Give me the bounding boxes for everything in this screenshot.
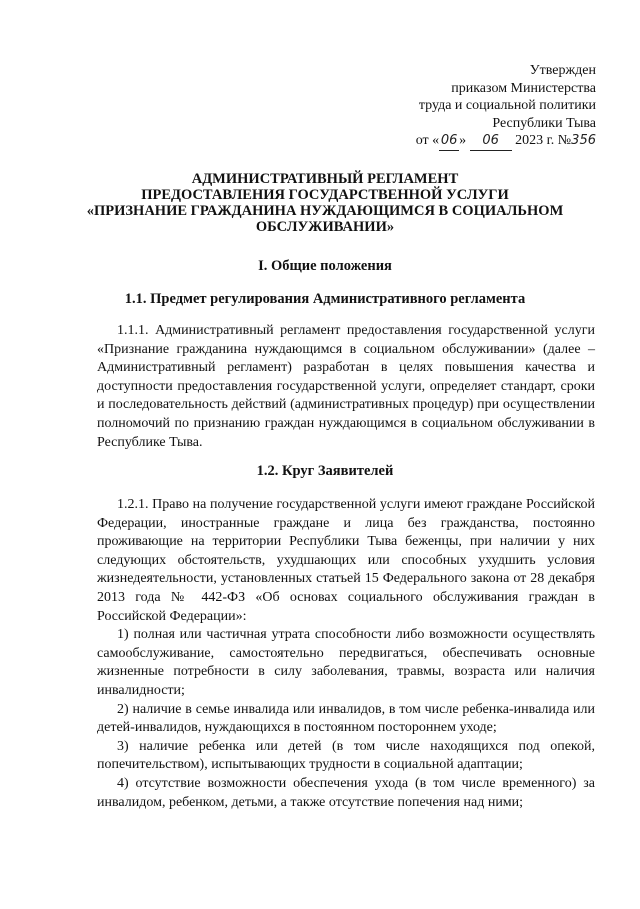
- document-title: [60, 171, 590, 235]
- title-line-2: ПРЕДОСТАВЛЕНИЯ ГОСУДАРСТВЕННОЙ УСЛУГИ: [141, 187, 509, 203]
- list-item-1: 1) полная или частичная утрата способности либо возможности осуществлять самообслуживание, самостоятельно передвигаться, обеспечивать основные жизненные потребности в силу заболевания, травмы, возраста или наличия инвалидности;: [97, 627, 595, 698]
- list-item-4: 4) отсутствие возможности обеспечения ухода (в том числе временного) за инвалидом, ребенком, детьми, а также отсутствие попечения над ними;: [97, 775, 595, 810]
- paragraph-1-2-1-text: 1.2.1. Право на получение государственной услуги имеют граждане Российской Федерации, иностранные граждане и лица без гражданства, постоянно проживающие на территории Республики Тыва беженцы, при наличии у них следующих обстоятельств, ухудшающих или способных ухудшить условия жизнедеятельности, установленных статьей 15 Федерального закона от 28 декабря 2013 года № 442-ФЗ «Об основах социального обслуживания граждан в Российской Федерации»:: [97, 497, 595, 624]
- approval-stamp: [416, 62, 596, 151]
- approval-date-line: [416, 132, 596, 151]
- date-day: 06: [439, 132, 459, 151]
- section-heading: I. Общие положения: [258, 258, 392, 274]
- list-item-2: 2) наличие в семье инвалида или инвалидов, в том числе ребенка-инвалида или детей-инвалидов, нуждающихся в постоянном постороннем уходе;: [97, 701, 595, 736]
- title-line-3: «ПРИЗНАНИЕ ГРАЖДАНИНА НУЖДАЮЩИМСЯ В СОЦИАЛЬНОМ: [86, 203, 564, 219]
- date-prefix: от «: [415, 133, 440, 148]
- date-mid: »: [459, 133, 467, 148]
- approval-line-2: приказом Министерства: [451, 80, 596, 96]
- paragraph-1-1-1: [97, 322, 595, 452]
- approval-line-4: Республики Тыва: [492, 115, 596, 131]
- date-month: 06: [470, 132, 512, 151]
- list-item-3: 3) наличие ребенка или детей (в том числе находящихся под опекой, попечительством), испытывающих трудности в социальной адаптации;: [97, 738, 595, 773]
- title-line-4: ОБСЛУЖИВАНИИ»: [255, 219, 395, 235]
- approval-line-1: Утвержден: [529, 63, 596, 78]
- approval-line-3: труда и социальной политики: [418, 98, 596, 113]
- title-line-1: АДМИНИСТРАТИВНЫЙ РЕГЛАМЕНТ: [191, 171, 459, 187]
- order-number: 356: [571, 133, 596, 148]
- subsection-heading-1-1: 1.1. Предмет регулирования Административного регламента: [124, 291, 526, 307]
- subsection-heading-1-2: 1.2. Круг Заявителей: [256, 463, 394, 479]
- paragraph-1-2-1: [97, 496, 595, 812]
- date-year: 2023 г. №: [515, 133, 572, 148]
- paragraph-1-1-1-text: 1.1.1. Административный регламент предоставления государственной услуги «Признание гражданина нуждающимся в социальном обслуживании» (далее – Административный регламент) разработан в целях повышения качества и доступности предоставления государственной услуги, определяет стандарт, сроки и последовательность действий (административных процедур) при осуществлении полномочий по признанию граждан нуждающимся в социальном обслуживании в Республике Тыва.: [97, 323, 595, 450]
